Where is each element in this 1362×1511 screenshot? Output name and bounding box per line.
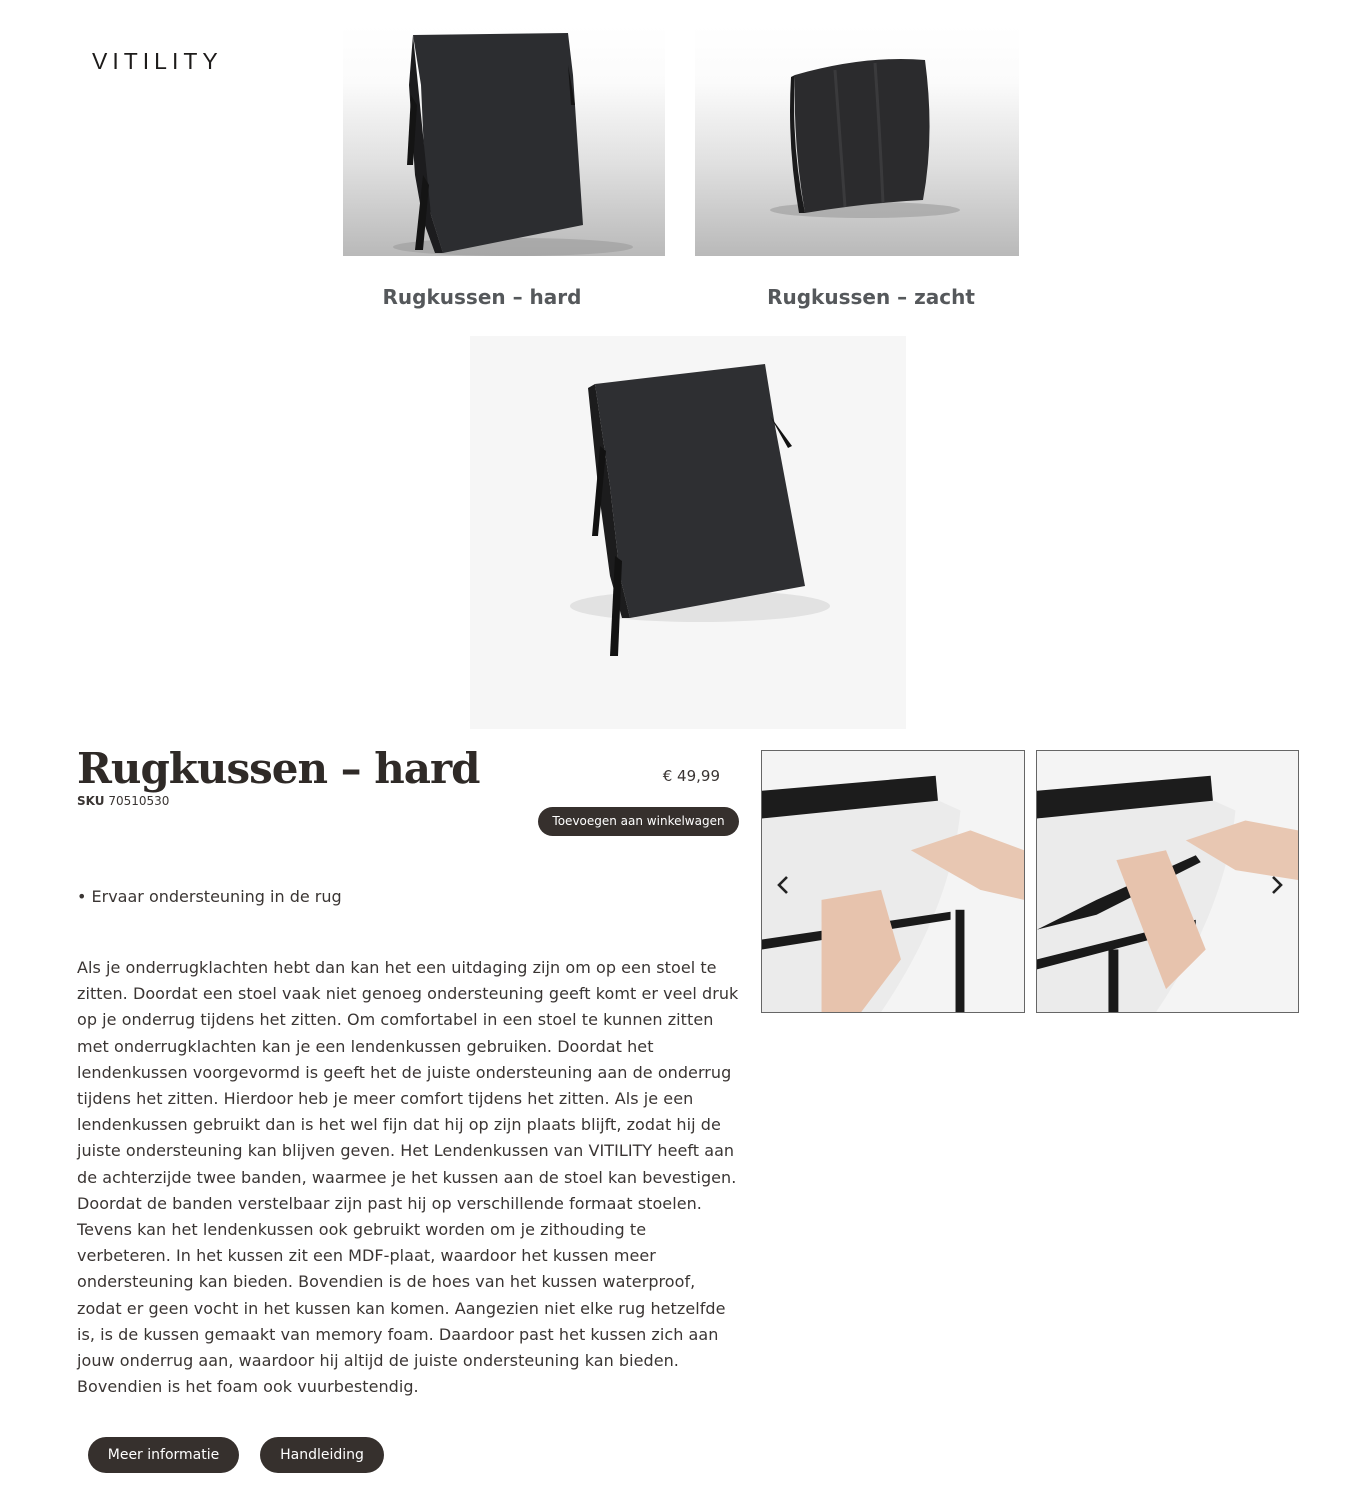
chevron-left-icon[interactable] [770, 872, 796, 898]
sku-value: 70510530 [108, 794, 170, 808]
main-product-image [470, 336, 906, 729]
product-bullet: • Ervaar ondersteuning in de rug [77, 887, 342, 906]
product-sku [77, 794, 169, 808]
variant-title-zacht[interactable]: Rugkussen – zacht [767, 285, 975, 309]
manual-button[interactable]: Handleiding [260, 1437, 384, 1473]
gallery-image-1[interactable] [761, 750, 1025, 1013]
more-info-button[interactable]: Meer informatie [88, 1437, 239, 1473]
brand-logo[interactable]: VITILITY [92, 48, 223, 74]
variant-image-hard[interactable] [343, 25, 665, 256]
product-description: Als je onderrugklachten hebt dan kan het een uitdaging zijn om op een stoel te zitten. Doordat een stoel vaak niet genoeg ondersteuning geeft komt er veel druk op je onderrug tijdens het zitten. Om comfortabel in een stoel te kunnen zitten met onderrugklachten kan je een lendenkussen gebruiken. Doordat het lendenkussen voorgevormd is geeft het de juiste ondersteuning aan de onderrug tijdens het zitten. Hierdoor heb je meer comfort tijdens het zitten. Als je een lendenkussen gebruikt dan is het wel fijn dat hij op zijn plaats blijft, zodat hij de juiste ondersteuning kan blijven geven. Het Lendenkussen van VITILITY heeft aan de achterzijde twee banden, waarmee je het kussen aan de stoel kan bevestigen. Doordat de banden verstelbaar zijn past hij op verschillende formaat stoelen. Tevens kan het lendenkussen ook gebruikt worden om je zithouding te verbeteren. In het kussen zit een MDF-plaat, waardoor het kussen meer ondersteuning kan bieden. Bovendien is de hoes van het kussen waterproof, zodat er geen vocht in het kussen kan komen. Aangezien niet elke rug hetzelfde is, is de kussen gemaakt van memory foam. Daardoor past het kussen zich aan jouw onderrug aan, waardoor hij altijd de juiste ondersteuning kan bieden. Bovendien is het foam ook vuurbestendig. [77, 958, 739, 1397]
gallery-image-2[interactable] [1036, 750, 1299, 1013]
add-to-cart-button[interactable]: Toevoegen aan winkelwagen [538, 807, 739, 836]
variant-image-zacht[interactable] [695, 25, 1019, 256]
sku-label: SKU [77, 794, 105, 808]
product-title: Rugkussen – hard [77, 744, 480, 793]
product-price: € 49,99 [662, 767, 720, 785]
chevron-right-icon[interactable] [1264, 872, 1290, 898]
variant-title-hard[interactable]: Rugkussen – hard [382, 285, 582, 309]
